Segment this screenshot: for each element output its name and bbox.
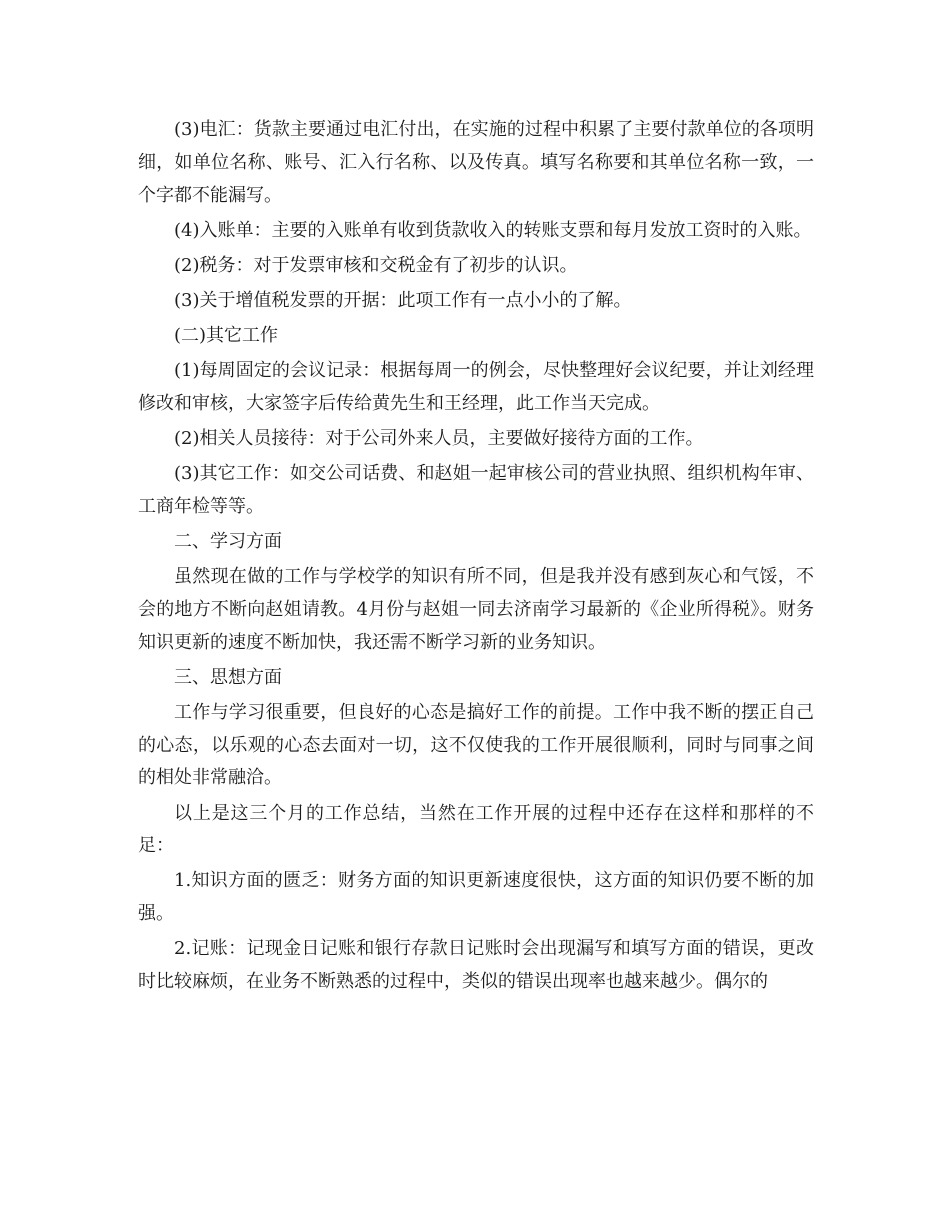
paragraph-misc-work: (3)其它工作：如交公司话费、和赵姐一起审核公司的营业执照、组织机构年审、工商年检等等。 xyxy=(138,463,814,517)
paragraph-mindset: 工作与学习很重要，但良好的心态是搞好工作的前提。工作中我不断的摆正自己的心态，以乐观的心态去面对一切，这不仅使我的工作开展很顺利，同时与同事之间的相处非常融洽。 xyxy=(138,701,814,789)
paragraph-wire-transfer: (3)电汇：货款主要通过电汇付出，在实施的过程中积累了主要付款单位的各项明细，如单位名称、账号、汇入行名称、以及传真。填写名称要和其单位名称一致，一个字都不能漏写。 xyxy=(138,119,814,206)
paragraph-tax: (2)税务：对于发票审核和交税金有了初步的认识。 xyxy=(174,254,578,276)
paragraph-deposit-slip: (4)入账单：主要的入账单有收到货款收入的转账支票和每月发放工资时的入账。 xyxy=(174,219,812,241)
heading-learning: 二、学习方面 xyxy=(174,530,282,552)
paragraph-vat-invoice: (3)关于增值税发票的开据：此项工作有一点小小的了解。 xyxy=(174,289,632,311)
paragraph-knowledge-gap: 1.知识方面的匮乏：财务方面的知识更新速度很快，这方面的知识仍要不断的加强。 xyxy=(138,870,814,925)
paragraph-reception: (2)相关人员接待：对于公司外来人员，主要做好接待方面的工作。 xyxy=(174,427,704,449)
heading-mindset: 三、思想方面 xyxy=(174,666,282,688)
paragraph-learning: 虽然现在做的工作与学校学的知识有所不同，但是我并没有感到灰心和气馁，不会的地方不断向赵姐请教。4月份与赵姐一同去济南学习最新的《企业所得税》。财务知识更新的速度不断加快，我还需不断学习新的业务知识。 xyxy=(138,566,814,653)
paragraph-meeting-minutes: (1)每周固定的会议记录：根据每周一的例会，尽快整理好会议纪要，并让刘经理修改和审核，大家签字后传给黄先生和王经理，此工作当天完成。 xyxy=(138,360,814,414)
heading-other-work: (二)其它工作 xyxy=(174,324,279,346)
paragraph-summary: 以上是这三个月的工作总结，当然在工作开展的过程中还存在这样和那样的不足： xyxy=(138,802,814,857)
document-body xyxy=(138,114,814,1001)
paragraph-bookkeeping: 2.记账：记现金日记账和银行存款日记账时会出现漏写和填写方面的错误，更改时比较麻烦，在业务不断熟悉的过程中，类似的错误出现率也越来越少。偶尔的 xyxy=(138,938,814,993)
